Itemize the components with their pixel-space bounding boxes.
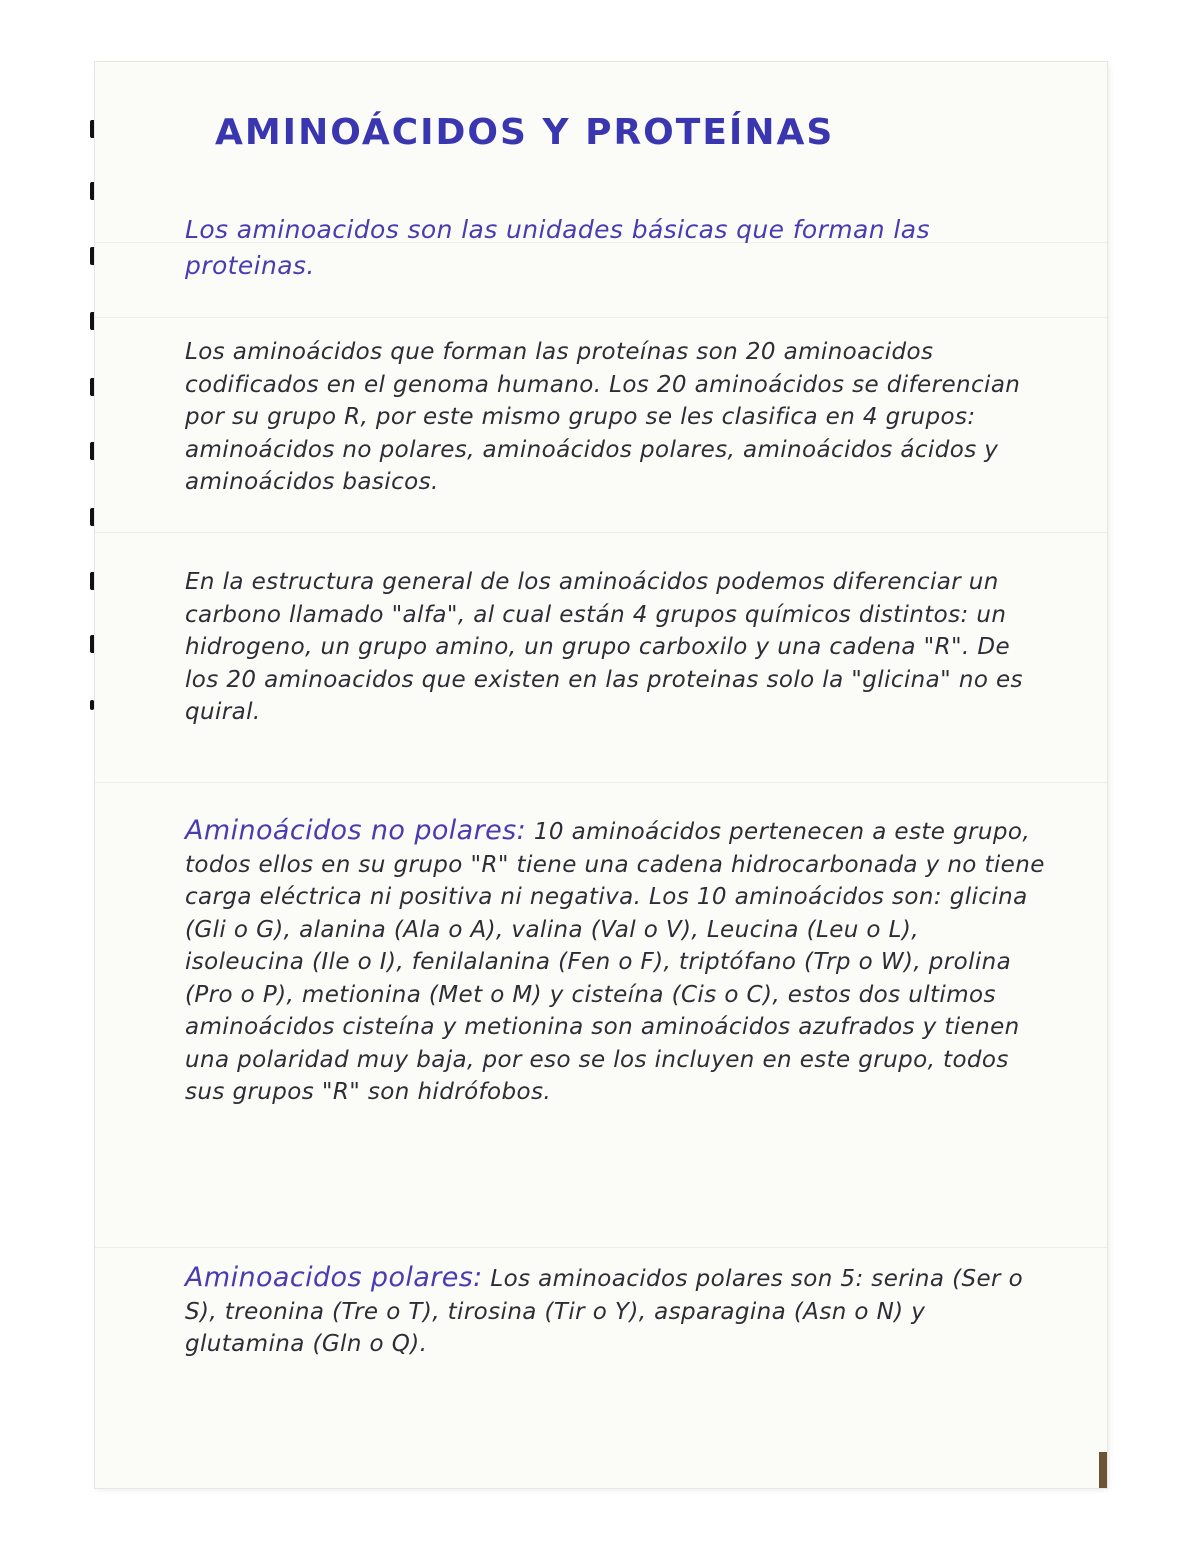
nonpolar-heading: Aminoácidos no polares: bbox=[185, 815, 527, 846]
page-rule bbox=[95, 317, 1107, 318]
nonpolar-body: 10 aminoácidos pertenecen a este grupo, todos ellos en su grupo "R" tiene una cadena hidrocarbonada y no tiene carga eléctrica ni positiva ni negativa. Los 10 aminoácidos son: glicina (Gli o G), alanina (Ala o A), valina (Val o V), Leucina (Leu o L), isoleucina (Ile o I), fenilalanina (Fen o F), triptófano (Trp o W), prolina (Pro o P), metionina (Met o M) y cisteína (Cis o C), estos dos ultimos aminoácidos cisteína y metionina son aminoácidos azufrados y tienen una polaridad muy baja, por eso se los incluyen en este grupo, todos sus grupos "R" son hidrófobos. bbox=[185, 819, 1045, 1105]
page-title: AMINOÁCIDOS Y PROTEÍNAS bbox=[215, 112, 835, 153]
page-rule bbox=[95, 782, 1107, 783]
intro-paragraph: Los aminoacidos son las unidades básicas que forman las proteinas. bbox=[185, 215, 930, 280]
page-rule bbox=[95, 1247, 1107, 1248]
nonpolar-section bbox=[185, 815, 1045, 1109]
classification-paragraph: Los aminoácidos que forman las proteínas son 20 aminoacidos codificados en el genoma humano. Los 20 aminoácidos se diferencian por su grupo R, por este mismo grupo se les clasifica en 4 grupos: aminoácidos no polares, aminoácidos polares, aminoácidos ácidos y aminoácidos basicos. bbox=[185, 339, 1021, 495]
polar-body: Los aminoacidos polares son 5: serina (Ser o S), treonina (Tre o T), tirosina (Tir o Y), asparagina (Asn o N) y glutamina (Gln o Q). bbox=[185, 1266, 1024, 1357]
structure-paragraph: En la estructura general de los aminoácidos podemos diferenciar un carbono llamado "alfa", al cual están 4 grupos químicos distintos: un hidrogeno, un grupo amino, un grupo carboxilo y una cadena "R". De los 20 aminoacidos que existen en las proteinas solo la "glicina" no es quiral. bbox=[185, 569, 1023, 725]
page-rule bbox=[95, 532, 1107, 533]
polar-section bbox=[185, 1262, 1045, 1361]
polar-heading: Aminoacidos polares: bbox=[185, 1262, 483, 1293]
